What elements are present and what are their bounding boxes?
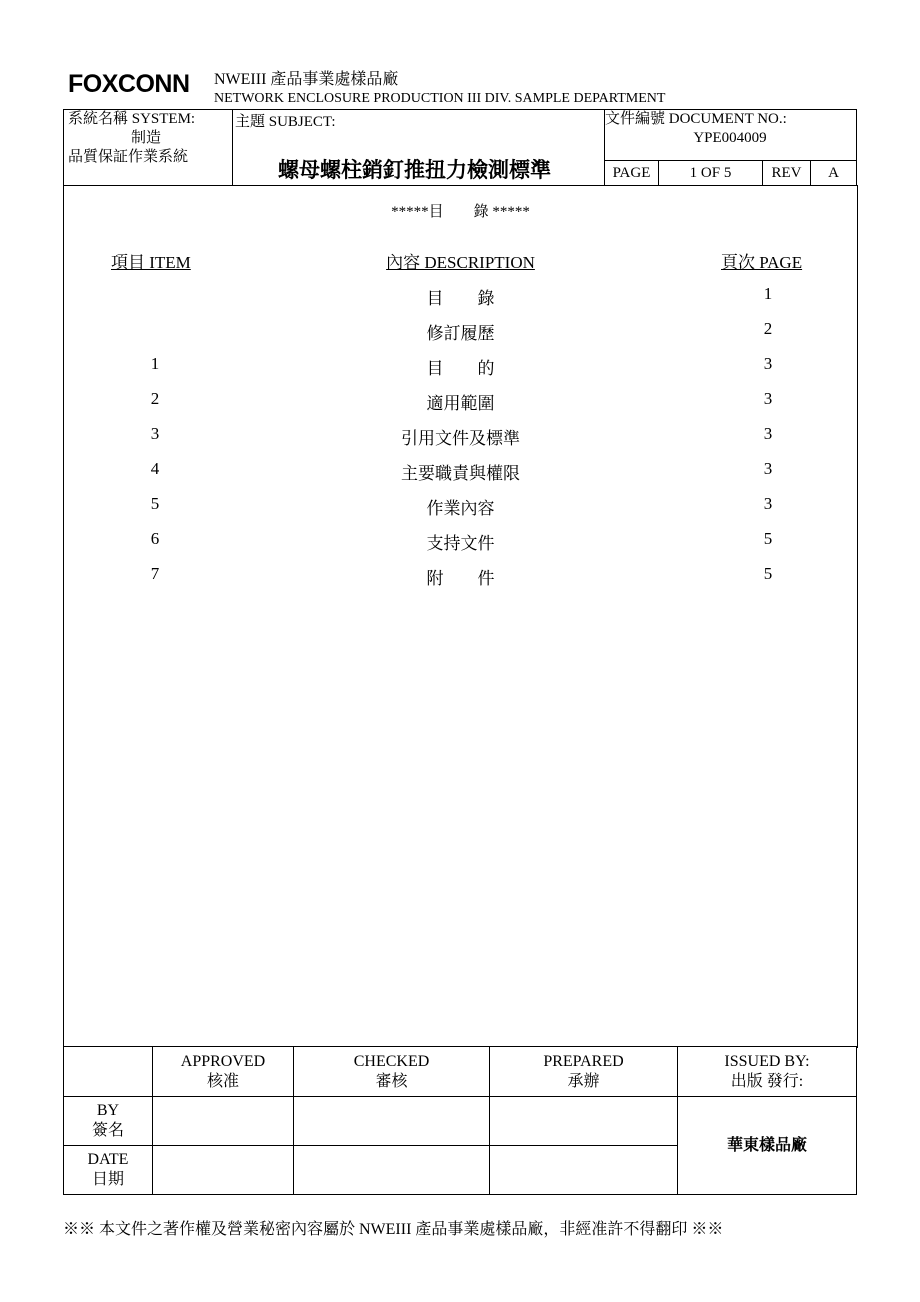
toc-row-desc: 修訂履歷: [426, 324, 495, 343]
table-of-contents: [63, 185, 858, 1048]
approved-signature-field[interactable]: [153, 1097, 294, 1146]
toc-row-desc: 作業內容: [426, 499, 495, 518]
system-cell: [64, 110, 233, 186]
signoff-corner-cell: [64, 1047, 153, 1097]
toc-row-item: 3: [150, 424, 160, 443]
by-en: BY: [96, 1102, 120, 1119]
checked-signature-field[interactable]: [294, 1097, 490, 1146]
toc-row-desc: 目 的: [426, 359, 495, 378]
system-name-line2: 制造: [130, 130, 161, 146]
subject-title: 螺母螺柱銷釘推扭力檢測標準: [278, 158, 551, 182]
toc-row-page: 3: [763, 494, 773, 513]
toc-row-item: 5: [150, 494, 160, 513]
toc-row-item: 1: [150, 354, 160, 373]
toc-row-desc: 主要職責與權限: [401, 464, 520, 483]
date-en: DATE: [87, 1151, 129, 1168]
issued-cn: 出版 發行:: [730, 1072, 804, 1090]
prepared-en: PREPARED: [543, 1052, 624, 1070]
checked-header: [294, 1047, 490, 1097]
toc-col-item: 項目 ITEM: [111, 253, 191, 272]
by-row-label: [64, 1097, 153, 1146]
toc-row-item: 6: [150, 529, 160, 548]
toc-row-desc: 適用範圍: [426, 394, 495, 413]
prepared-cn: 承辦: [567, 1072, 600, 1090]
toc-row-page: 3: [763, 389, 773, 408]
rev-label: REV: [763, 161, 811, 186]
signoff-table: [63, 1046, 857, 1195]
approved-cn: 核准: [206, 1072, 239, 1090]
date-row-label: [64, 1146, 153, 1195]
approved-date-field[interactable]: [153, 1146, 294, 1195]
prepared-header: [490, 1047, 678, 1097]
rev-value: A: [811, 161, 857, 186]
approved-en: APPROVED: [180, 1052, 266, 1070]
division-name-en: NETWORK ENCLOSURE PRODUCTION III DIV. SAMPLE DEPARTMENT: [214, 91, 666, 106]
by-cn: 簽名: [91, 1122, 124, 1139]
date-cn: 日期: [91, 1171, 124, 1188]
toc-row-item: 2: [150, 389, 160, 408]
toc-row-page: 1: [763, 284, 773, 303]
toc-row-desc: 附 件: [426, 569, 495, 588]
issuer-cell: [678, 1097, 857, 1195]
toc-row-page: 3: [763, 354, 773, 373]
toc-col-page: 頁次 PAGE: [721, 253, 803, 272]
system-label: 系統名稱 SYSTEM:: [68, 111, 196, 127]
prepared-signature-field[interactable]: [490, 1097, 678, 1146]
issued-en: ISSUED BY:: [724, 1052, 810, 1070]
page-value: 1 OF 5: [659, 161, 763, 186]
toc-row-desc: 目 錄: [426, 289, 495, 308]
toc-row-page: 5: [763, 564, 773, 583]
prepared-date-field[interactable]: [490, 1146, 678, 1195]
toc-row-item: 4: [150, 459, 160, 478]
division-name-cn: NWEIII 產品事業處樣品廠: [214, 71, 399, 88]
issuer-name: 華東樣品廠: [726, 1135, 807, 1154]
toc-row-page: 2: [763, 319, 773, 338]
subject-label: 主題 SUBJECT:: [235, 114, 336, 130]
docno-label: 文件編號 DOCUMENT NO.:: [605, 111, 787, 127]
copyright-notice: ※※ 本文件之著作權及營業秘密內容屬於 NWEIII 產品事業處樣品廠，非經准許不得翻印 ※※: [63, 1221, 724, 1238]
checked-cn: 審核: [375, 1072, 408, 1090]
checked-date-field[interactable]: [294, 1146, 490, 1195]
page-label: PAGE: [605, 161, 659, 186]
approved-header: [153, 1047, 294, 1097]
company-logo: FOXCONN: [68, 70, 190, 98]
system-name-line3: 品質保証作業系統: [68, 149, 189, 165]
toc-row-item: 7: [150, 564, 160, 583]
toc-title: *****目 錄 *****: [391, 204, 530, 220]
toc-row-page: 3: [763, 424, 773, 443]
document-number-block: [605, 110, 855, 148]
toc-row-desc: 支持文件: [426, 534, 495, 553]
issued-header: [678, 1047, 857, 1097]
toc-row-desc: 引用文件及標準: [401, 429, 520, 448]
docno-value: YPE004009: [693, 130, 767, 146]
toc-row-page: 5: [763, 529, 773, 548]
toc-row-page: 3: [763, 459, 773, 478]
checked-en: CHECKED: [353, 1052, 430, 1070]
toc-col-desc: 內容 DESCRIPTION: [386, 253, 535, 272]
